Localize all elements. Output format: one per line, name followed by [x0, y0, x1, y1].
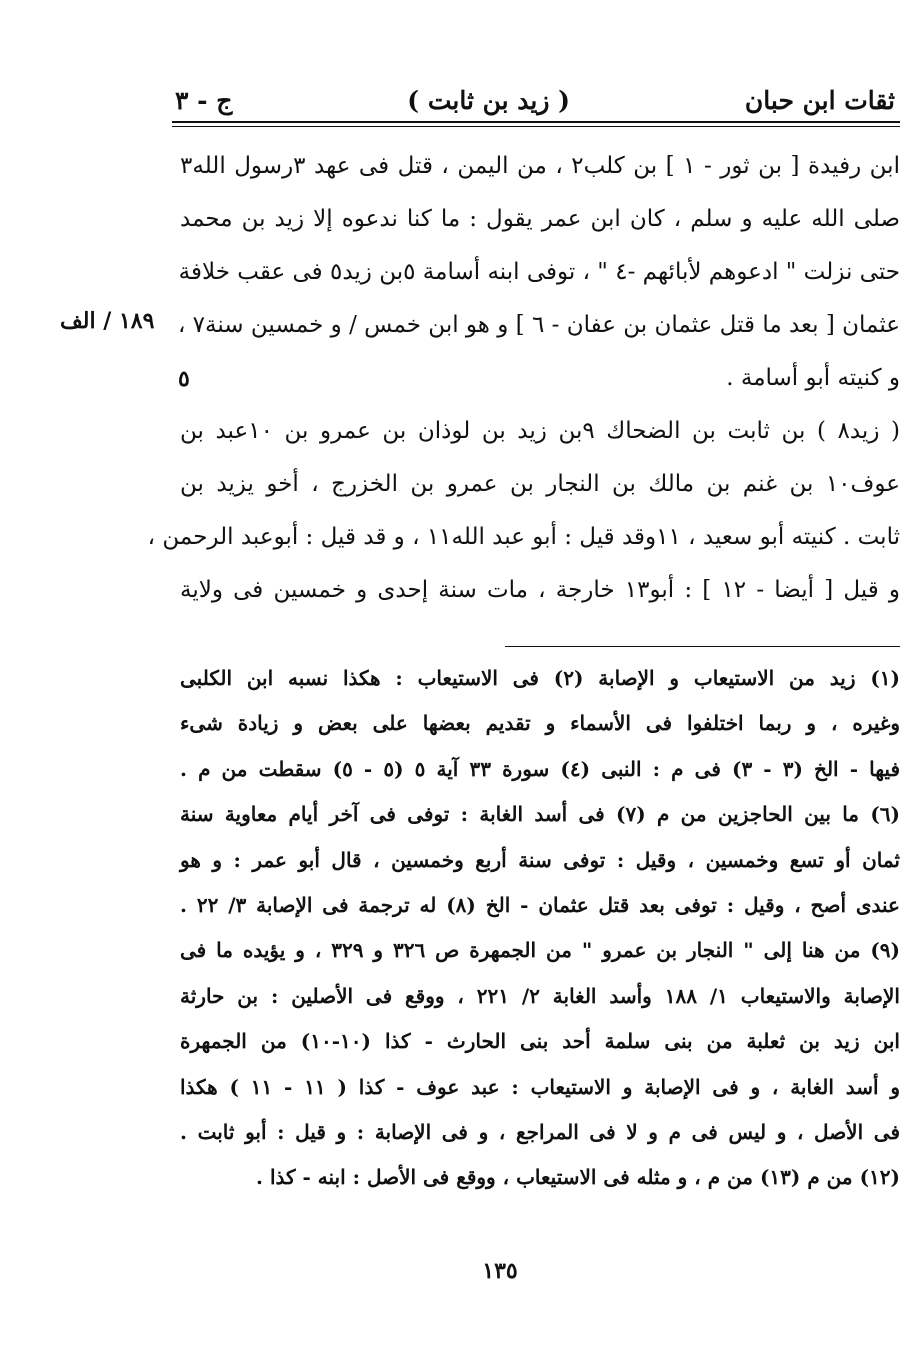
text-line: عثمان [ بعد ما قتل عثمان بن عفان - ٦ ] و هو ابن خمس / و خمسين سنة٧ ،	[177, 312, 900, 338]
text-line: ( زيد٨ ) بن ثابت بن الضحاك ٩بن زيد بن لوذان بن عمرو بن ١٠عبد بن	[180, 418, 900, 444]
page-number: ١٣٥	[482, 1258, 518, 1284]
book-title: ثقات ابن حبان	[744, 85, 895, 115]
volume-label: ج - ٣	[175, 85, 233, 115]
footnote-line: (١٢) من م (١٣) من م ، و مثله فى الاستيعاب ، ووقع فى الأصل : ابنه - كذا .	[256, 1165, 900, 1190]
footnote-line: (٩) من هنا إلى " النجار بن عمرو " من الجمهرة ص ٣٢٦ و ٣٢٩ ، و يؤيده ما فى	[180, 938, 901, 963]
header-rule	[172, 121, 900, 123]
text-line: ثابت . كنيته أبو سعيد ، ١١وقد قيل : أبو عبد الله١١ ، و قد قيل : أبوعبد الرحمن ،	[147, 524, 900, 550]
footnote-line: وغيره ، و ربما اختلفوا فى الأسماء و تقديم بعضها على بعض و زيادة شىء	[180, 711, 900, 736]
footnote-line: (١) زيد من الاستيعاب و الإصابة (٢) فى الاستيعاب : هكذا نسبه ابن الكلبى	[180, 666, 901, 690]
footnote-line: ثمان أو تسع وخمسين ، وقيل : توفى سنة أربع وخمسين ، قال أبو عمر : و هو	[180, 847, 900, 872]
footnote-line: و أسد الغابة ، و فى الإصابة و الاستيعاب : عبد عوف - كذا ( ١١ - ١١ ) هكذا	[180, 1074, 900, 1099]
line-number-marker: ٥	[178, 366, 190, 392]
text-line: عوف١٠ بن غنم بن مالك بن النجار بن عمرو بن الخزرج ، أخو يزيد بن	[180, 471, 900, 497]
main-text	[147, 140, 900, 617]
text-line: حتى نزلت " ادعوهم لأبائهم -٤ " ، توفى ابنه أسامة ٥بن زيد٥ فى عقب خلافة	[178, 259, 900, 285]
footnote-line: فى الأصل ، و ليس فى م و لا فى المراجع ، و فى الإصابة : و قيل : أبو ثابت .	[180, 1119, 900, 1144]
footnote-line: فيها - الخ (٣ - ٣) فى م : النبى (٤) سورة ٣٣ آية ٥ (٥ - ٥) سقطت من م .	[180, 756, 901, 781]
footnote-separator	[505, 646, 900, 647]
footnote-line: الإصابة والاستيعاب ١/ ١٨٨ وأسد الغابة ٢/ ٢٢١ ، ووقع فى الأصلين : بن حارثة	[180, 983, 900, 1008]
footnote-line: ابن زيد بن ثعلبة من بنى سلمة أحد بنى الحارث - كذا (١٠-١٠) من الجمهرة	[180, 1029, 900, 1054]
footnote-line: (٦) ما بين الحاجزين من م (٧) فى أسد الغابة : توفى فى آخر أيام معاوية سنة	[180, 802, 900, 827]
text-line: ابن رفيدة [ بن ثور - ١ ] بن كلب٢ ، من اليمن ، قتل فى عهد ٣رسول الله٣	[180, 153, 900, 179]
footnotes	[180, 656, 900, 1201]
running-header	[175, 78, 895, 122]
folio-margin-note: ١٨٩ / الف	[60, 308, 155, 334]
text-line: و قيل [ أيضا - ١٢ ] : أبو١٣ خارجة ، مات سنة إحدى و خمسين فى ولاية	[180, 577, 900, 603]
text-line: و كنيته أبو أسامة .	[726, 365, 900, 391]
footnote-line: عندى أصح ، وقيل : توفى بعد قتل عثمان - الخ (٨) له ترجمة فى الإصابة ٣/ ٢٢ .	[180, 892, 900, 917]
text-line: صلى الله عليه و سلم ، كان ابن عمر يقول : ما كنا ندعوه إلا زيد بن محمد	[180, 206, 900, 232]
entry-title: ( زيد بن ثابت )	[407, 85, 570, 115]
header-rule-thin	[172, 126, 900, 127]
